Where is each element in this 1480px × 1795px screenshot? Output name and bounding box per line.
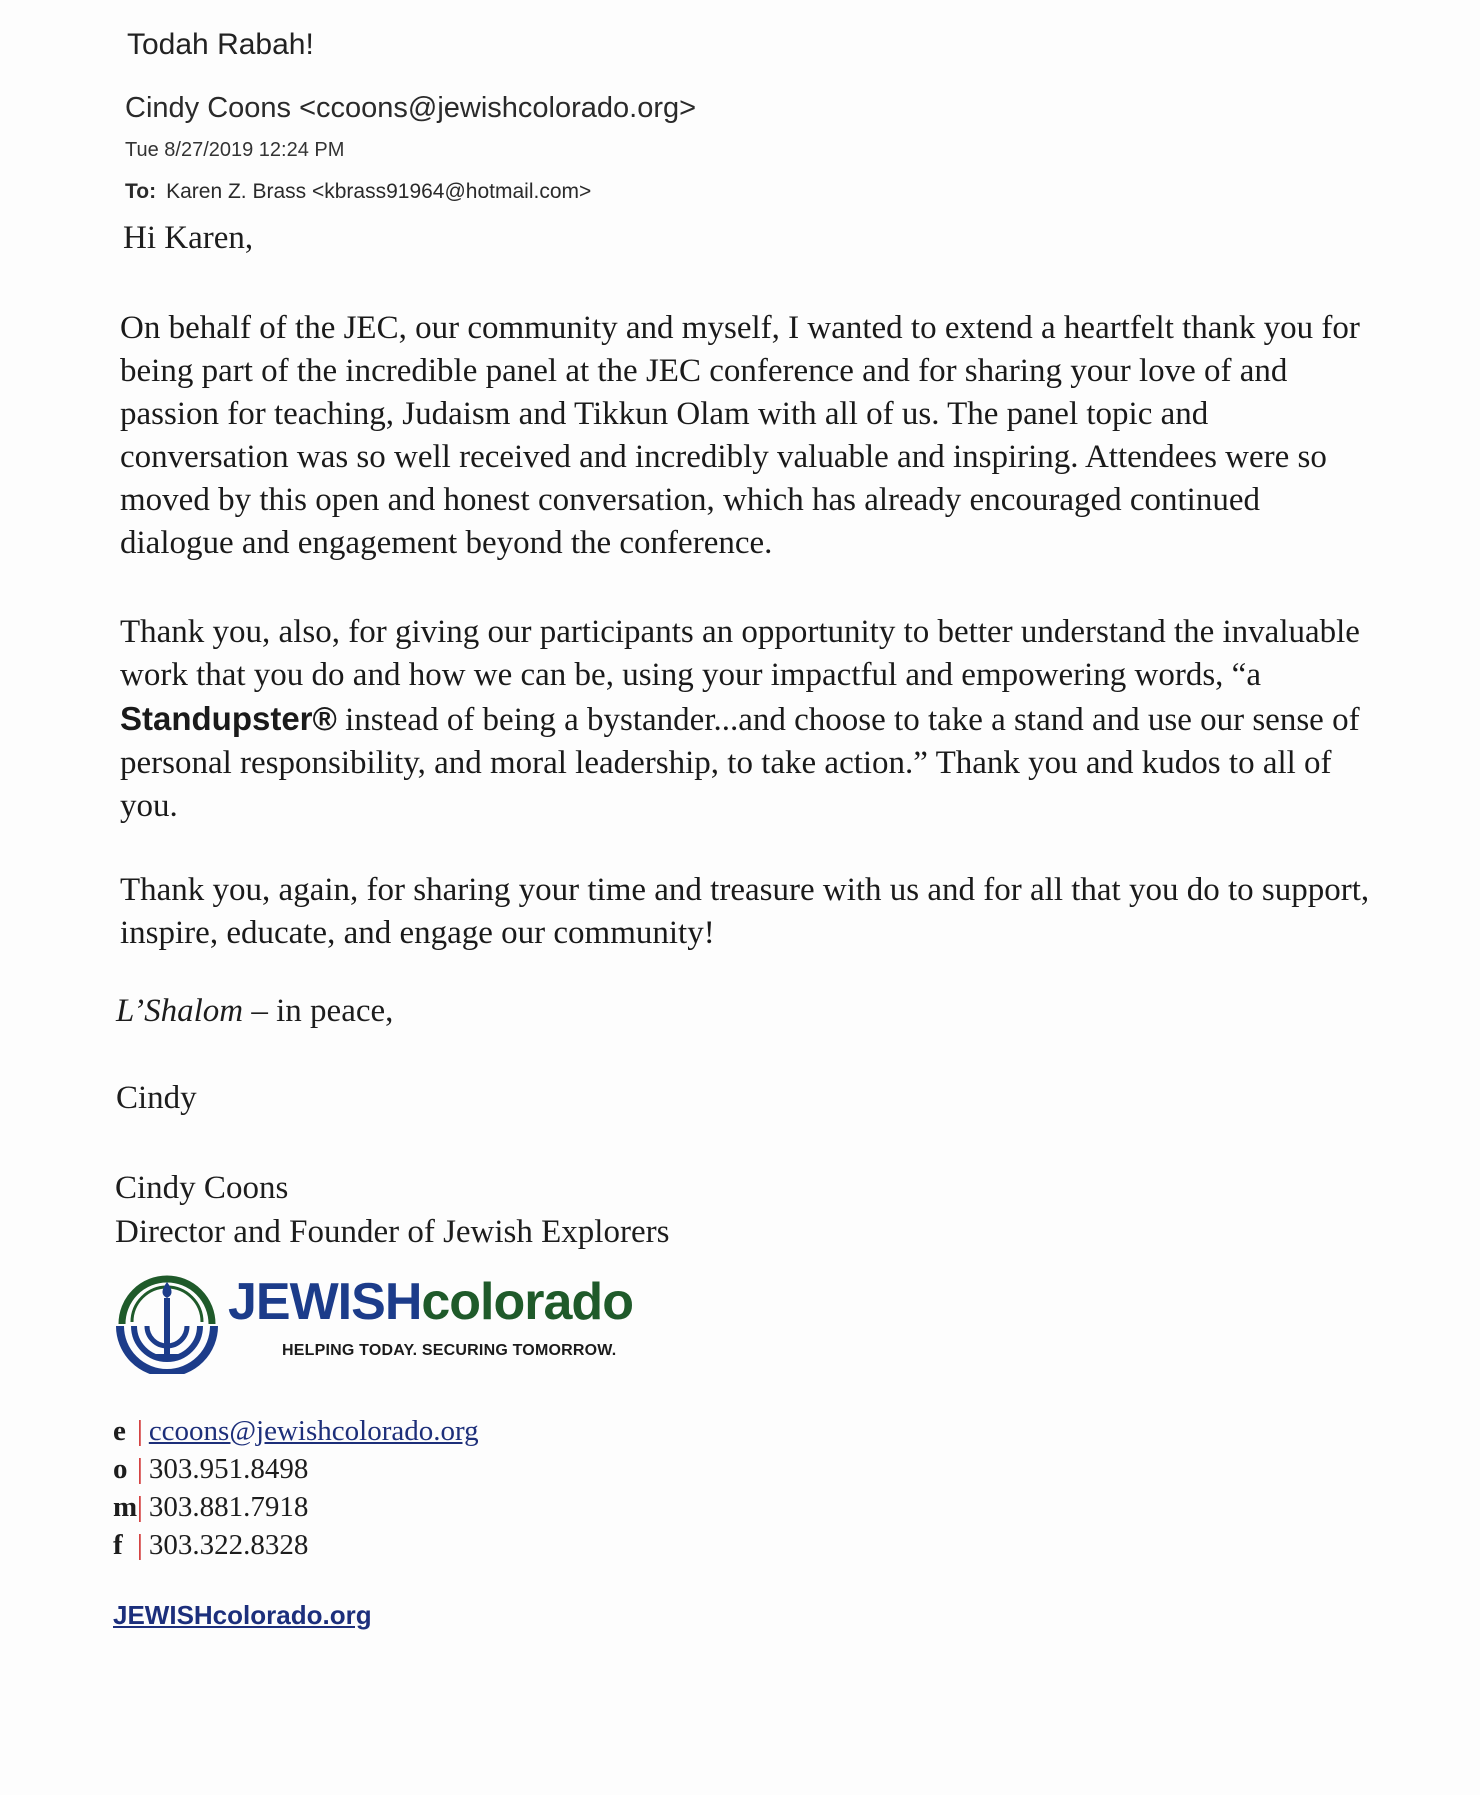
contact-separator: | bbox=[137, 1491, 143, 1523]
contact-fax-key: f bbox=[113, 1529, 123, 1561]
signature-title: Director and Founder of Jewish Explorers bbox=[115, 1214, 670, 1250]
contact-email-key: e bbox=[113, 1415, 126, 1447]
paragraph-1: On behalf of the JEC, our community and myself, I wanted to extend a heartfelt thank you for being part of the incredible panel at the JEC conference and for sharing your love of and passion for teaching, Judaism and Tikkun Olam with all of us. The panel topic and conversation was so well received and incredibly valuable and inspiring. Attendees were so moved by this open and honest conversation, which has already encouraged continued dialogue and engagement beyond the conference. bbox=[120, 310, 1360, 561]
logo-wordmark bbox=[228, 1272, 633, 1332]
website-link[interactable]: JEWISHcolorado.org bbox=[113, 1600, 372, 1630]
contact-separator: | bbox=[137, 1529, 143, 1561]
contact-office-number: 303.951.8498 bbox=[148, 1453, 309, 1485]
to-label: To: bbox=[125, 180, 157, 203]
logo-tagline: HELPING TODAY. SECURING TOMORROW. bbox=[282, 1342, 617, 1359]
greeting: Hi Karen, bbox=[123, 220, 254, 256]
contact-separator: | bbox=[137, 1453, 143, 1485]
contact-separator: | bbox=[137, 1415, 143, 1447]
standupster-term: Standupster® bbox=[120, 700, 337, 737]
contact-mobile-number: 303.881.7918 bbox=[148, 1491, 309, 1523]
signature-name: Cindy Coons bbox=[115, 1170, 289, 1206]
paragraph-3: Thank you, again, for sharing your time and treasure with us and for all that you do to support, inspire, educate, and engage our community! bbox=[120, 872, 1370, 951]
contact-email-link[interactable]: ccoons@jewishcolorado.org bbox=[148, 1415, 479, 1447]
paragraph-2-end: instead of being a bystander...and choose to take a stand and use our sense of personal responsibility, and moral leadership, to take action.” Thank you and kudos to all of you. bbox=[120, 702, 1360, 824]
contact-fax-row bbox=[113, 1526, 479, 1564]
paragraph-2-start: Thank you, also, for giving our participants an opportunity to better understand the invaluable work that you do and how we can be, using your impactful and empowering words, “a bbox=[120, 614, 1360, 693]
menorah-icon bbox=[112, 1264, 222, 1374]
logo-word-colorado: colorado bbox=[421, 1273, 633, 1331]
contact-fax-number: 303.322.8328 bbox=[148, 1529, 309, 1561]
jewishcolorado-logo bbox=[112, 1264, 632, 1384]
signature-block bbox=[115, 1166, 669, 1254]
closing-italic: L’Shalom bbox=[116, 993, 244, 1029]
closing-line bbox=[116, 993, 393, 1030]
email-recipient-line bbox=[125, 180, 591, 204]
contact-email-row bbox=[113, 1412, 479, 1450]
contact-list bbox=[113, 1412, 479, 1564]
logo-word-jewish: JEWISH bbox=[228, 1273, 422, 1331]
signoff-name: Cindy bbox=[116, 1080, 197, 1116]
contact-office-key: o bbox=[113, 1453, 128, 1485]
paragraph-2 bbox=[120, 611, 1360, 828]
contact-mobile-key: m bbox=[113, 1491, 138, 1523]
email-sender: Cindy Coons <ccoons@jewishcolorado.org> bbox=[125, 92, 697, 124]
email-recipient: Karen Z. Brass <kbrass91964@hotmail.com> bbox=[166, 180, 592, 203]
closing-rest: – in peace, bbox=[243, 993, 394, 1029]
email-date: Tue 8/27/2019 12:24 PM bbox=[125, 139, 345, 161]
contact-mobile-row bbox=[113, 1488, 479, 1526]
contact-office-row bbox=[113, 1450, 479, 1488]
email-subject: Todah Rabah! bbox=[127, 28, 314, 61]
